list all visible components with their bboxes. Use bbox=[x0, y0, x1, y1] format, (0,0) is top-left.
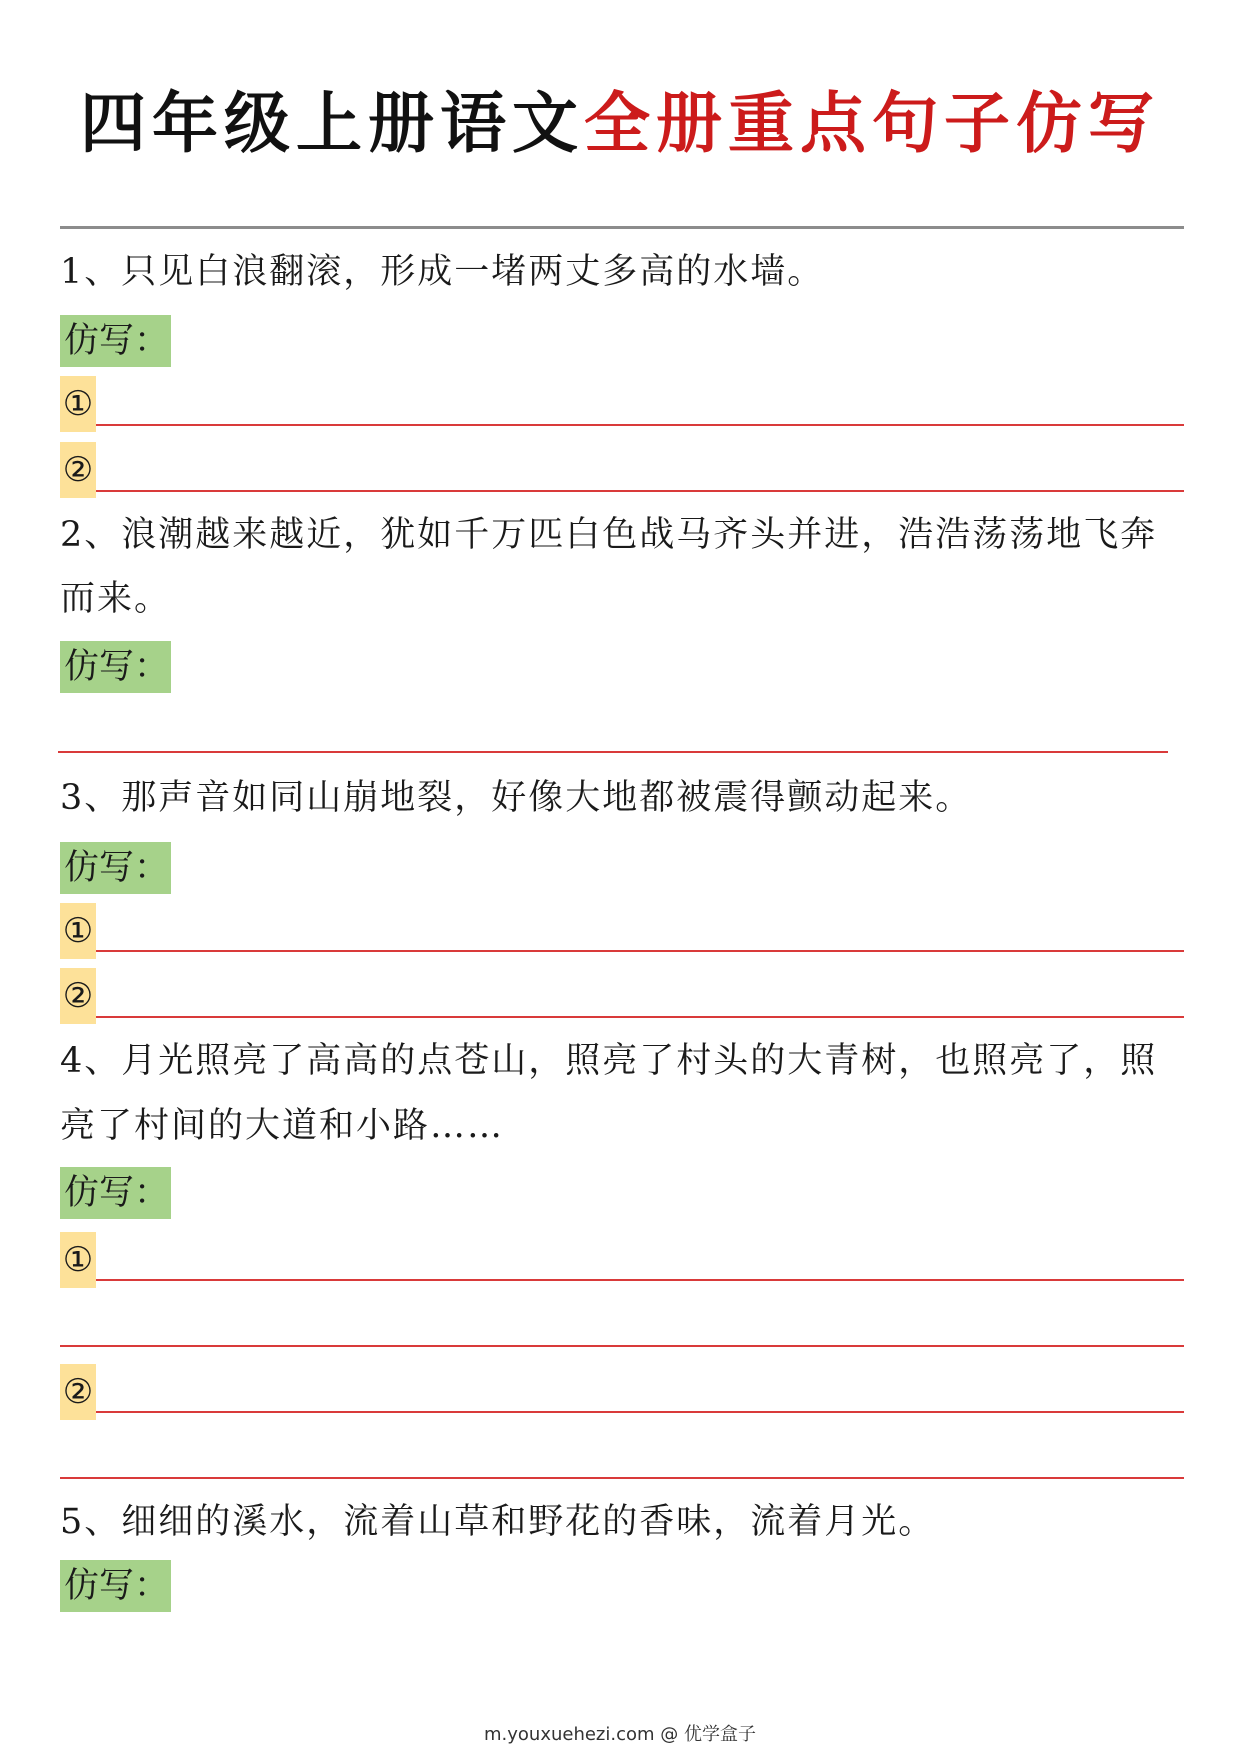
title-red-part: 全册重点句子仿写 bbox=[584, 85, 1160, 162]
marker-4-2: ② bbox=[60, 1364, 96, 1420]
question-3-text: 3、那声音如同山崩地裂，好像大地都被震得颤动起来。 bbox=[60, 778, 973, 818]
answer-line-3-2[interactable] bbox=[96, 1016, 1184, 1018]
imitate-label-2: 仿写： bbox=[60, 641, 171, 693]
answer-line-3-1[interactable] bbox=[96, 950, 1184, 952]
answer-line-4-2-continued[interactable] bbox=[60, 1477, 1184, 1479]
marker-4-1: ① bbox=[60, 1232, 96, 1288]
marker-1-2: ② bbox=[60, 442, 96, 498]
question-2-line-2: 而来。 bbox=[60, 579, 172, 619]
question-1-text: 1、只见白浪翻滚，形成一堵两丈多高的水墙。 bbox=[60, 252, 825, 292]
imitate-label-5: 仿写： bbox=[60, 1560, 171, 1612]
answer-line-2-1[interactable] bbox=[58, 751, 1168, 753]
marker-3-2: ② bbox=[60, 968, 96, 1024]
page-title bbox=[0, 70, 1240, 165]
answer-line-1-2[interactable] bbox=[96, 490, 1184, 492]
imitate-label-1: 仿写： bbox=[60, 315, 171, 367]
imitate-label-4: 仿写： bbox=[60, 1167, 171, 1219]
answer-line-4-2[interactable] bbox=[96, 1411, 1184, 1413]
question-4-line-2: 亮了村间的大道和小路…… bbox=[60, 1106, 505, 1146]
question-5-text: 5、细细的溪水，流着山草和野花的香味，流着月光。 bbox=[60, 1502, 936, 1542]
question-4-line-1: 4、月光照亮了高高的点苍山，照亮了村头的大青树，也照亮了，照 bbox=[60, 1041, 1158, 1081]
answer-line-4-1[interactable] bbox=[96, 1279, 1184, 1281]
answer-line-4-1-continued[interactable] bbox=[60, 1345, 1184, 1347]
title-black-part: 四年级上册语文 bbox=[80, 85, 584, 162]
imitate-label-3: 仿写： bbox=[60, 842, 171, 894]
top-divider bbox=[60, 226, 1184, 229]
marker-1-1: ① bbox=[60, 376, 96, 432]
footer-watermark: m.youxuehezi.com @ 优学盒子 bbox=[483, 1724, 756, 1745]
marker-3-1: ① bbox=[60, 903, 96, 959]
question-2-line-1: 2、浪潮越来越近，犹如千万匹白色战马齐头并进，浩浩荡荡地飞奔 bbox=[60, 515, 1158, 555]
answer-line-1-1[interactable] bbox=[96, 424, 1184, 426]
